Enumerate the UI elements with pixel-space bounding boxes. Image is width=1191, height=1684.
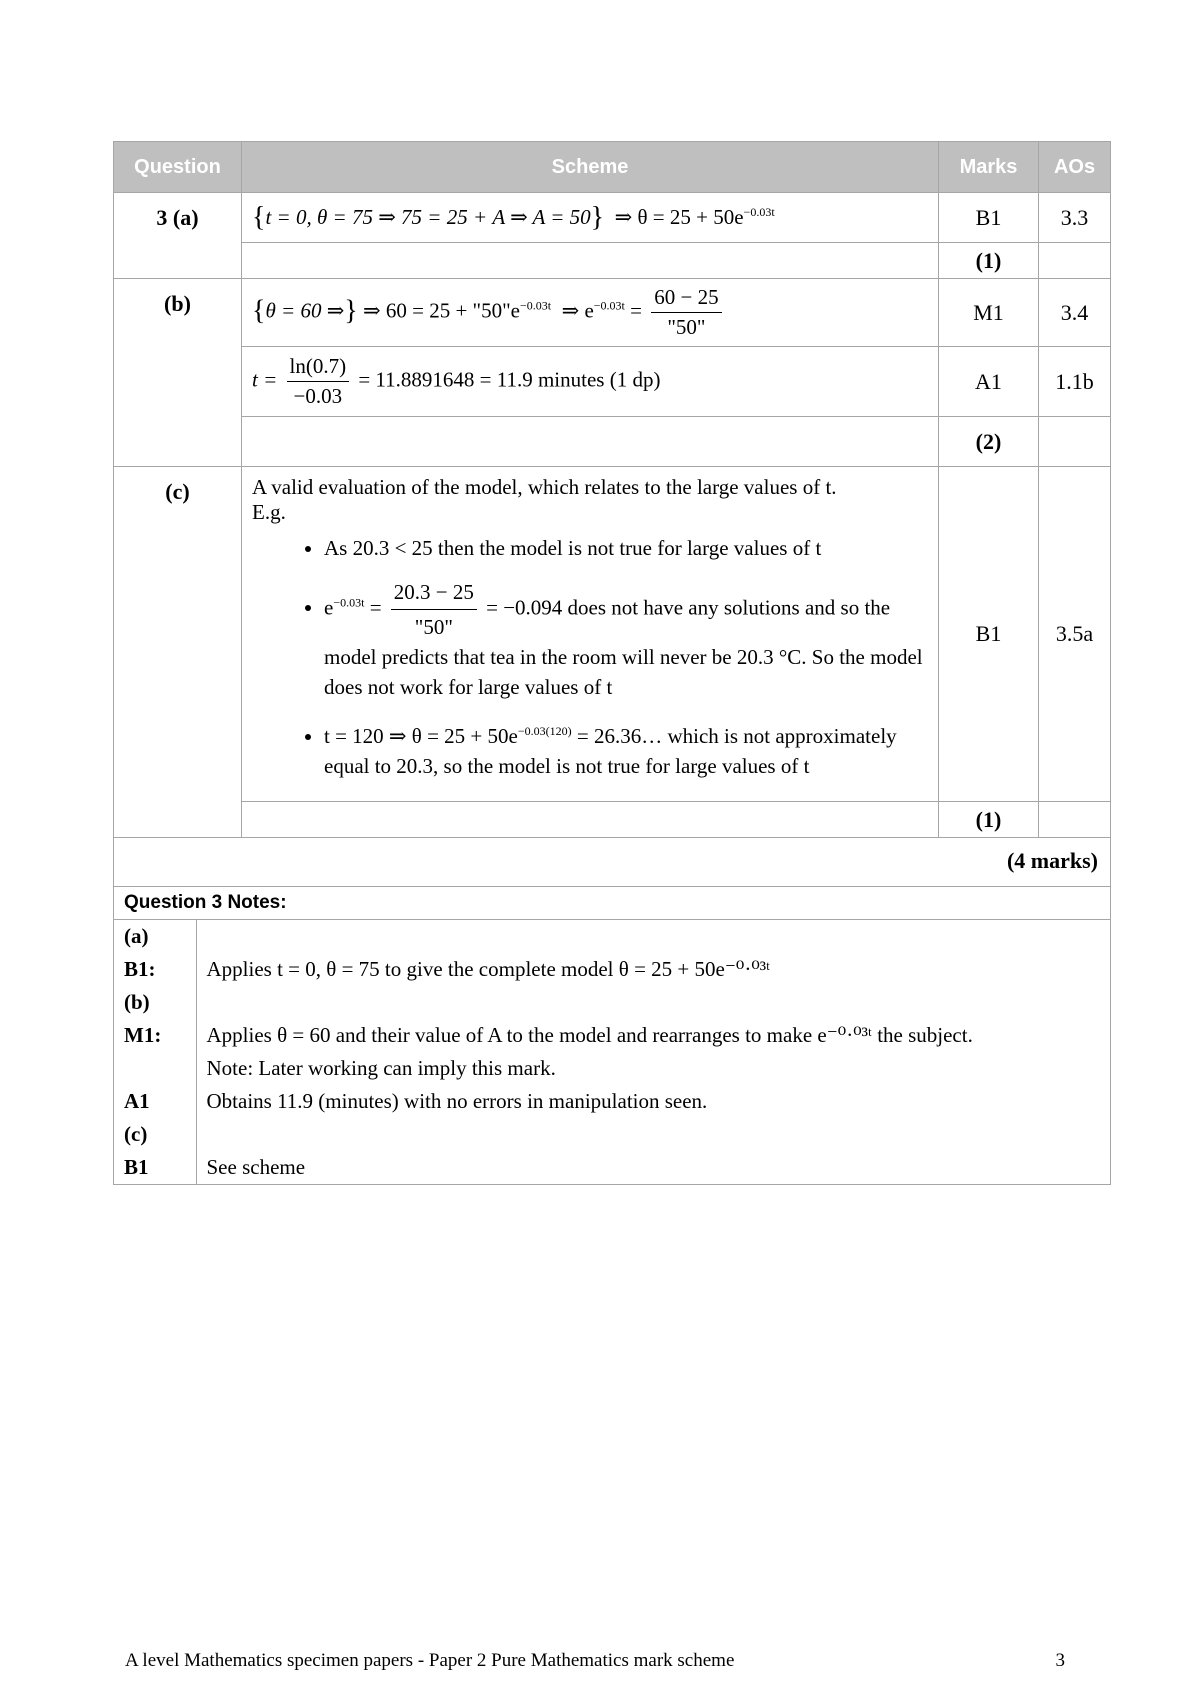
notes-section (113, 920, 1111, 1185)
part-b-subtotal: (2) (939, 417, 1039, 467)
note-row: B1 See scheme (114, 1151, 1110, 1184)
part-c-eg: E.g. (252, 500, 286, 524)
part-b-line-1: {θ = 60 ⇒} ⇒ $60 = 25 + "50"e^{-0.03t}$ ⇒ $e^{-0.03t}$ = $\frac{60 - 25}{"50"}$ (242, 279, 939, 347)
page-number: 3 (1055, 1650, 1065, 1671)
part-b-ao-1: 3.4 (1039, 279, 1111, 347)
part-b-subtotal-row (114, 417, 1111, 467)
header-row (114, 142, 1111, 193)
part-c-label: (c) (114, 467, 242, 838)
part-b-line-2: t = $\frac{\ln(0.7)}{-0.03}$ = 11.8891648 = 11.9 minutes (1 dp) (242, 347, 939, 417)
part-b-row-1 (114, 279, 1111, 347)
note-row: (a) (114, 920, 1110, 953)
part-b-label: (b) (114, 279, 242, 467)
note-row: Note: Later working can imply this mark. (114, 1052, 1110, 1085)
note-row: M1: Applies θ = 60 and their value of A to the model and rearranges to make e⁻⁰·⁰³ᵗ the subject. (114, 1019, 1110, 1052)
part-c-mark: B1 (939, 467, 1039, 802)
part-c-bullets (252, 533, 928, 781)
part-a-ao: 3.3 (1039, 193, 1111, 243)
part-b-fraction-2: $\frac{\ln(0.7)}{-0.03}$ (287, 354, 350, 409)
part-c-subtotal-row (114, 802, 1111, 838)
part-b-fraction-1: $\frac{60 - 25}{"50"}$ (651, 285, 721, 340)
notes-table (114, 920, 1110, 1184)
header-question: Question (114, 142, 242, 193)
part-c-subtotal: (1) (939, 802, 1039, 838)
note-row: (b) (114, 986, 1110, 1019)
notes-title: Question 3 Notes: (114, 887, 1111, 920)
part-c-bullet-1: • As 20.3 < 25 then the model is not true for large values of t (324, 533, 928, 563)
part-a-scheme: {t = 0, θ = 75 ⇒ 75 = 25 + A ⇒ A = 50} ⇒ $\theta = 25 + 50e^{-0.03t}$ (242, 193, 939, 243)
part-c-intro: A valid evaluation of the model, which relates to the large values of t. (252, 475, 837, 499)
page-footer (125, 1650, 1065, 1672)
notes-title-row (114, 887, 1111, 920)
part-a-subtotal: (1) (939, 243, 1039, 279)
header-marks: Marks (939, 142, 1039, 193)
scheme-table (113, 141, 1111, 920)
header-scheme: Scheme (242, 142, 939, 193)
mark-scheme-page (113, 141, 1111, 1185)
part-a-mark: B1 (939, 193, 1039, 243)
part-c-ao: 3.5a (1039, 467, 1111, 802)
note-row: B1: Applies t = 0, θ = 75 to give the complete model θ = 25 + 50e⁻⁰·⁰³ᵗ (114, 953, 1110, 986)
part-b-mark-1: M1 (939, 279, 1039, 347)
part-a-subtotal-row (114, 243, 1111, 279)
part-b-row-2 (114, 347, 1111, 417)
footer-text: A level Mathematics specimen papers - Paper 2 Pure Mathematics mark scheme (125, 1650, 735, 1671)
total-row (114, 838, 1111, 887)
part-c-scheme (242, 467, 939, 802)
part-c-bullet-2: • $e^{-0.03t}$ = $\frac{20.3 - 25}{"50"}$ = −0.094 does not have any solutions and so the model predicts that tea in the room will never be 20.3 °C. So the model does not work for large values of t (324, 577, 928, 702)
note-row: (c) (114, 1118, 1110, 1151)
part-c-row (114, 467, 1111, 802)
part-a-row (114, 193, 1111, 243)
part-b-ao-2: 1.1b (1039, 347, 1111, 417)
header-aos: AOs (1039, 142, 1111, 193)
part-c-fraction: $\frac{20.3 - 25}{"50"}$ (391, 577, 477, 642)
part-a-label: 3 (a) (114, 193, 242, 279)
part-b-mark-2: A1 (939, 347, 1039, 417)
total-marks: (4 marks) (114, 838, 1111, 887)
part-c-bullet-3: • t = 120 ⇒ $\theta = 25 + 50e^{-0.03(120)}$ = 26.36… which is not approximately equal to 20.3, so the model is not true for large values of t (324, 716, 928, 781)
note-row: A1 Obtains 11.9 (minutes) with no errors in manipulation seen. (114, 1085, 1110, 1118)
